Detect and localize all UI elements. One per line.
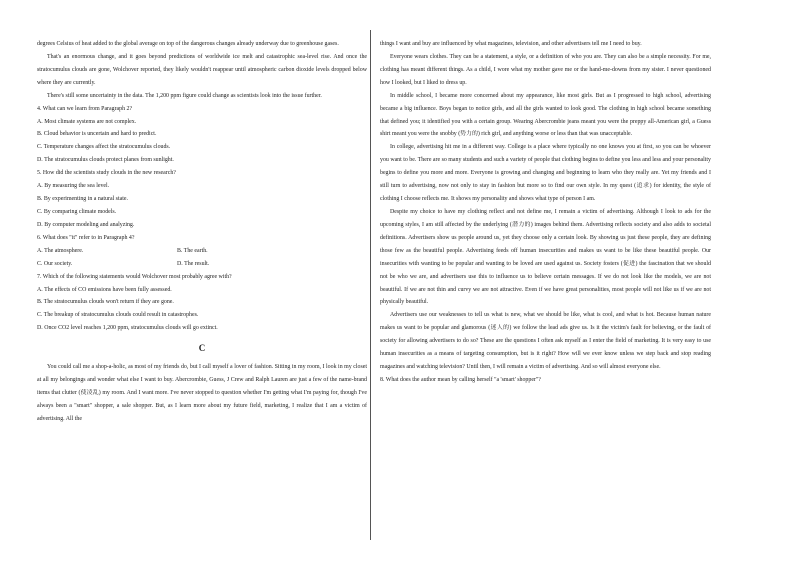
question-stem: 6. What does "it" refer to in Paragraph 4? [37, 234, 135, 241]
answer-option: B. The earth. [177, 247, 208, 254]
paragraph: things I want and buy are influenced by what magazines, television, and other advertisers tell me I need to buy. [380, 41, 642, 47]
answer-option: B. The stratocumulus clouds won't return if they are gone. [37, 299, 174, 306]
answer-option: C. Our society. [37, 260, 73, 267]
answer-option: B. By experimenting in a natural state. [37, 196, 128, 203]
option-row [37, 258, 367, 271]
answer-option: D. The result. [177, 260, 210, 267]
question-stem: 8. What does the author mean by calling herself "a 'smart' shopper"? [380, 376, 541, 383]
answer-option: A. Most climate systems are not complex. [37, 118, 137, 125]
column-divider [370, 30, 371, 540]
paragraph: Despite my choice to have my clothing reflect and not define me, I remain a victim of advertising. Although I look to ads for the upcoming styles, I am still affected by the underlying (潜力的) images behind them. Advertising reflects society and also adds to societal definitions. Advertisers show us people around us, yet they choose only a certain look. By showing us just these people, they are defining those few as the beautiful people. Advertising feeds off human insecurities and makes us want to be like these beautiful people. Our insecurities with wanting to be popular and wanting to be loved are used against us. Society fosters (促进) the fascination that we should not be who we are, and advertisers use this to influence us to believe certain messages. If we do not look like the models, we are not beautiful. If we are not thin and curvy we are not attractive. Even if we have great personalities, most people will not like us if we are not physically beautiful. [380, 208, 711, 306]
paragraph: Advertisers use our weaknesses to tell us what is new, what we should be like, what is cool, and what is hot. Because human nature makes us want to be popular and glamorous (迷人的) we follow the lead ads give us. Is it the victim's fault for believing, or the fault of society for allowing advertisers to do so? These are the questions I often ask myself as I enter the field of marketing. It is very easy to use human insecurities as a means of targeting consumption, but is it right? How will we ever know unless we step back and stop reading magazines and watching television? Until then, I will remain a victim of advertising. And so will almost everyone else. [380, 312, 711, 371]
question-stem: 7. Which of the following statements would Wolchover most probably agree with? [37, 273, 232, 280]
answer-option: D. Once CO2 level reaches 1,200 ppm, stratocumulus clouds will go extinct. [37, 325, 218, 332]
answer-option: B. Cloud behavior is uncertain and hard to predict. [37, 131, 157, 138]
answer-option: A. The effects of CO emissions have been fully assessed. [37, 286, 172, 293]
answer-option: C. By comparing climate models. [37, 208, 117, 215]
answer-option: C. Temperature changes affect the stratocumulus clouds. [37, 144, 171, 151]
answer-option: A. The atmosphere. [37, 247, 84, 254]
question-stem: 5. How did the scientists study clouds in the new research? [37, 170, 176, 177]
answer-option: C. The breakup of stratocumulus clouds could result in catastrophes. [37, 312, 199, 319]
answer-option: A. By measuring the sea level. [37, 183, 110, 190]
left-column [37, 38, 367, 426]
paragraph: You could call me a shop-a-holic, as most of my friends do, but I call myself a lover of fashion. Sitting in my room, I look in my closet at all my belongings and wonder what else I want to buy. Abercrombie, Guess, J Crew and Ralph Lauren are just a few of the name-brand items that clutter (使凌乱) my room. And I want more. I've never stopped to question whether I'm getting what I'm paying for, though I've always been a "smart" shopper, a sale shopper. But, as I learn more about my future field, marketing, I realize that I am a victim of advertising. All the [37, 364, 367, 422]
answer-option: D. By computer modeling and analyzing. [37, 221, 135, 228]
paragraph: There's still some uncertainty in the data. The 1,200 ppm figure could change as scientists look into the issue further. [47, 92, 322, 99]
answer-option: D. The stratocumulus clouds protect planes from sunlight. [37, 157, 174, 164]
section-heading: C [198, 343, 206, 354]
option-row [37, 245, 367, 258]
right-column [380, 38, 711, 387]
paragraph: In college, advertising hit me in a different way. College is a place where typically no one knows you at first, so you can be whoever you want to be. There are so many students and such a variety of people that clothing begins to define you less and less and your personality begins to define you more and more. Everyone is growing and changing and beginning to learn who they really are. Yet my friends and I still turn to advertising, now not only to stay in fashion but more so to find our own style. In my quest (追求) for identity, the style of clothing I choose reflects me. It shows my personality and shows what type of person I am. [380, 144, 711, 203]
paragraph: In middle school, I became more concerned about my appearance, like most girls. But as I progressed to high school, advertising became a big influence. Boys began to notice girls, and all the girls wanted to look good. The clothing in high school became something that defined you; it identified you with a certain group. Wearing Abercrombie jeans meant you were the preppy all-American girl, a Guess shirt meant you were the snobby (势力的) rich girl, and anything worse or less than that was unacceptable. [380, 92, 711, 138]
question-stem: 4. What can we learn from Paragraph 2? [37, 105, 133, 112]
paragraph: Everyone wears clothes. They can be a statement, a style, or a definition of who you are. They can also be a simple necessity. For me, clothing has meant different things. As a child, I wore what my mother gave me or the hand-me-downs from my sister. I never questioned how I looked, but I liked to dress up. [380, 53, 711, 86]
paragraph: degrees Celsius of heat added to the global average on top of the dangerous changes already underway due to greenhouse gases. [37, 41, 339, 47]
paragraph: That's an enormous change, and it goes beyond predictions of worldwide ice melt and catastrophic sea-level rise. And once the stratocumulus clouds are gone, Wolchover reported, they likely wouldn't reappear until atmospheric carbon dioxide levels dropped below where they are currently. [37, 53, 367, 86]
